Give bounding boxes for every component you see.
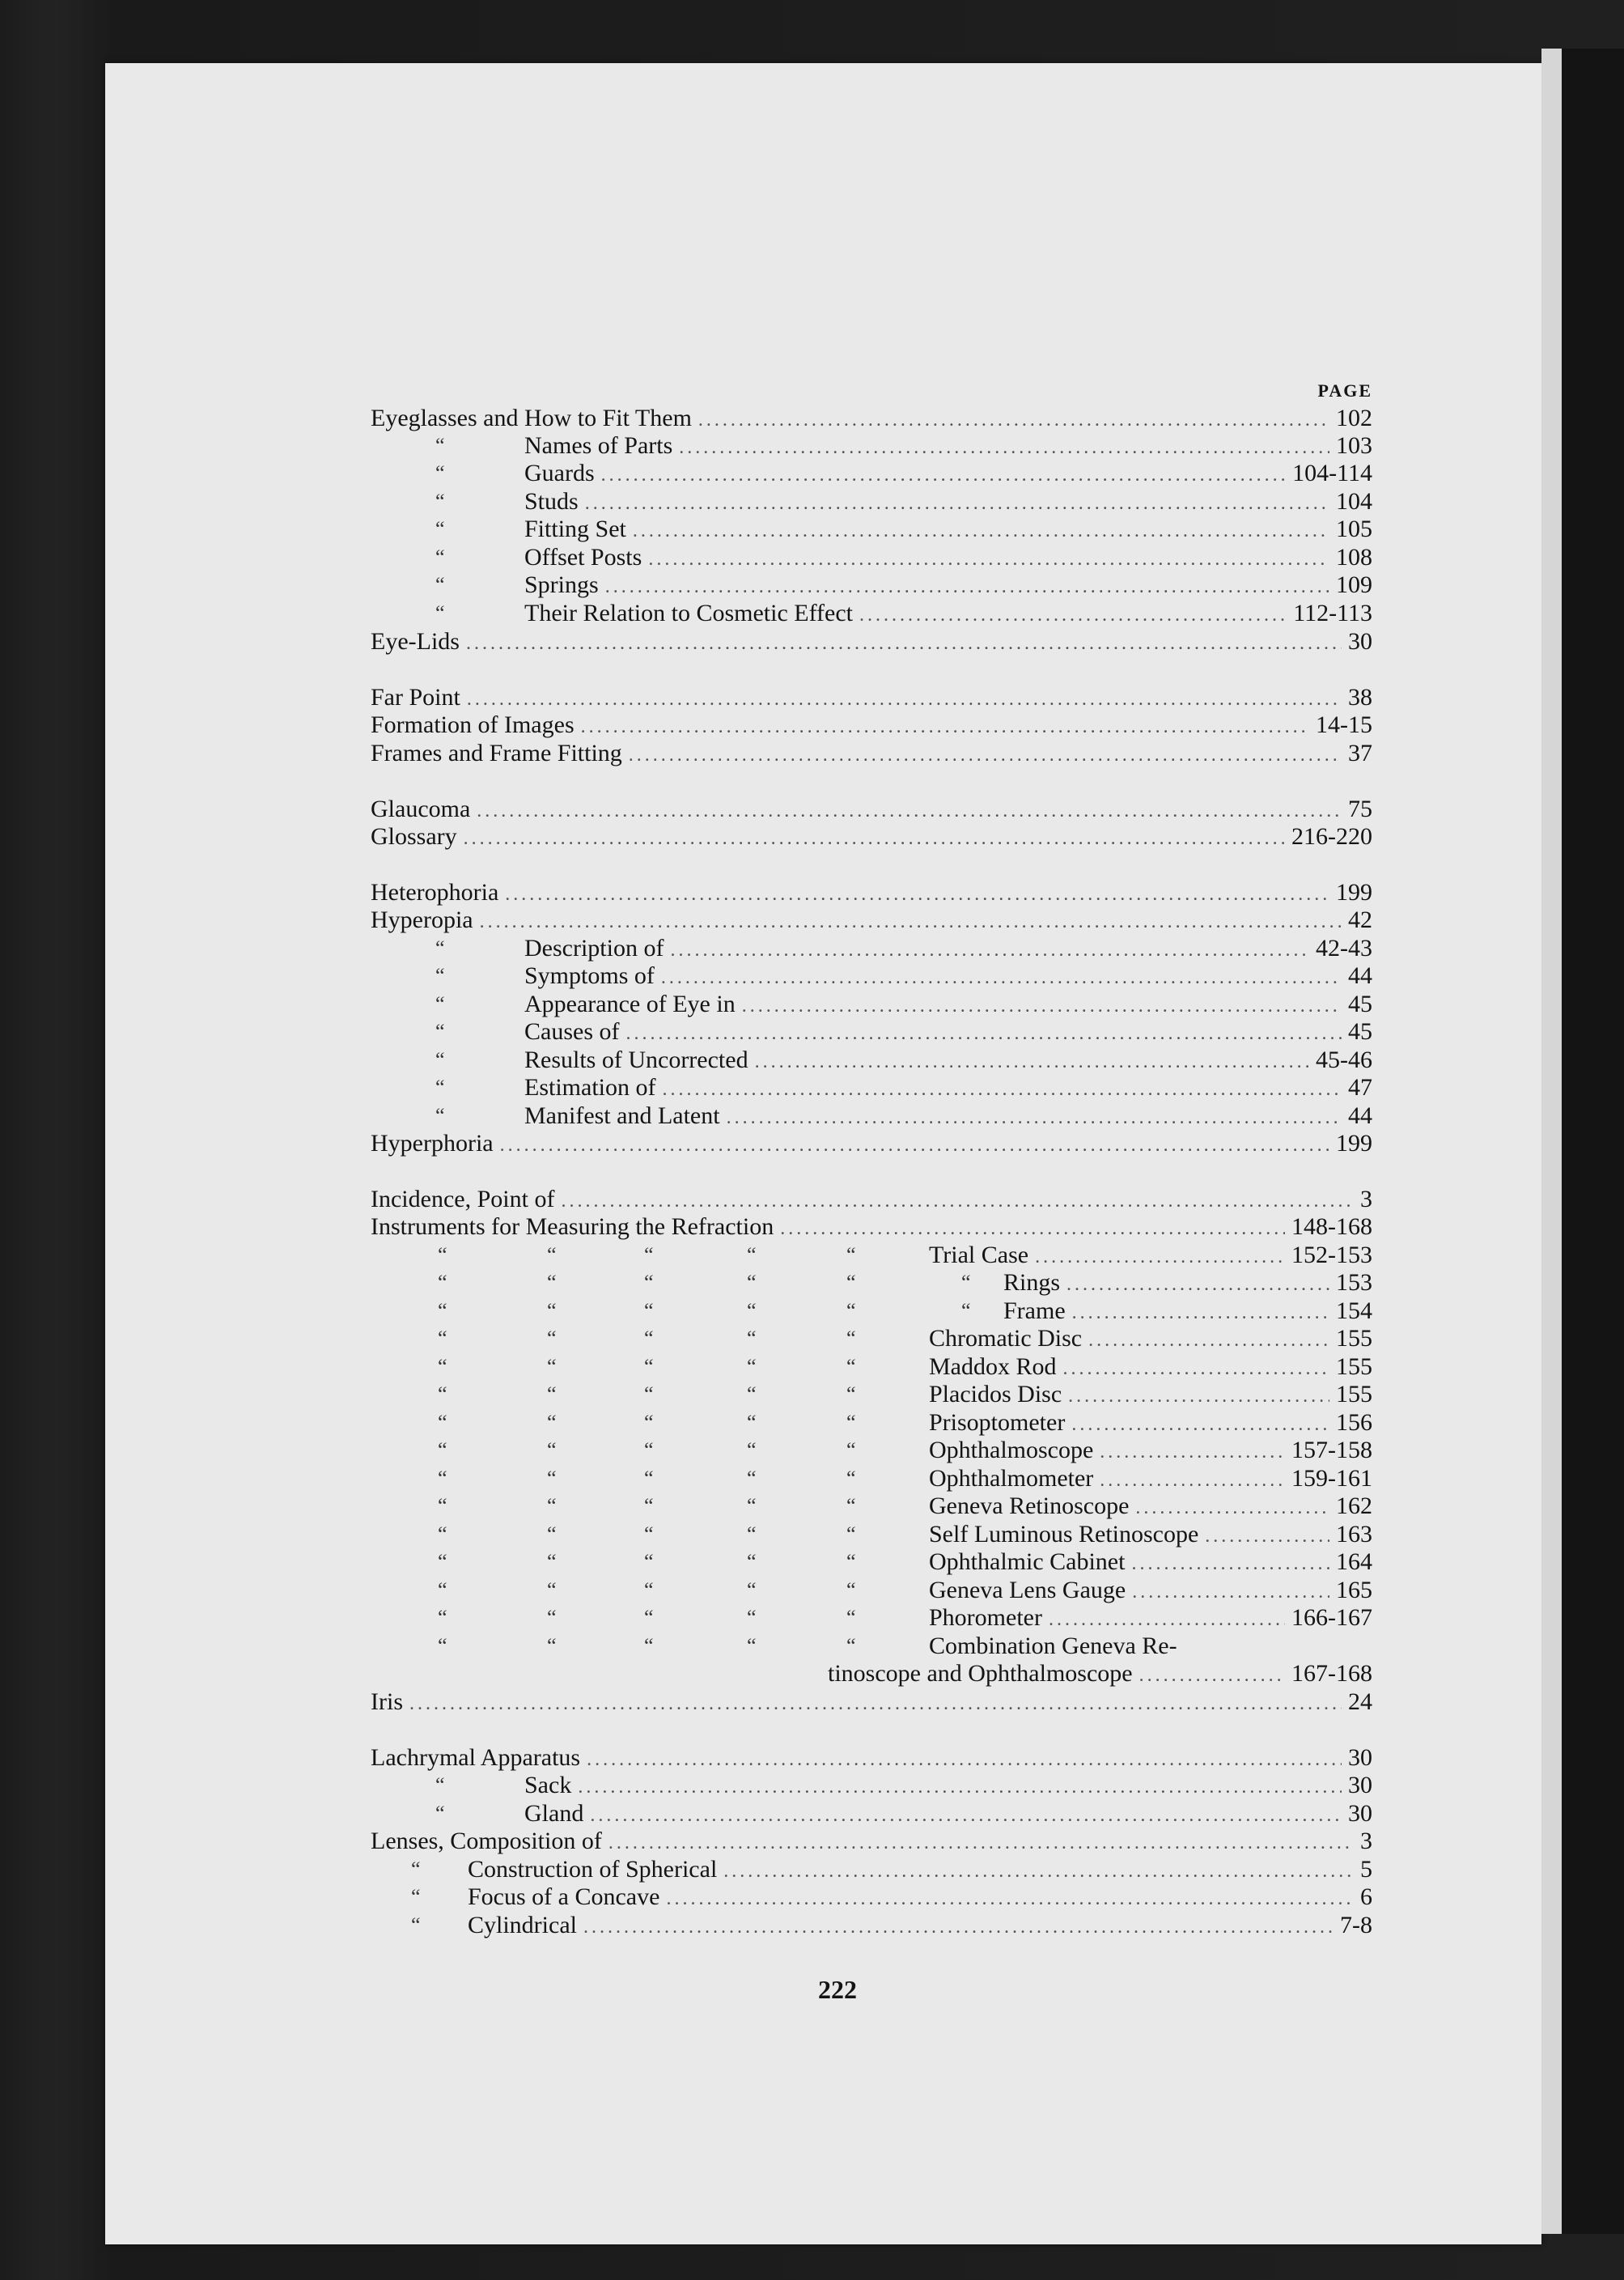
index-entry	[371, 1577, 1372, 1604]
ditto-mark: “	[547, 1327, 557, 1350]
ditto-mark: “	[747, 1467, 757, 1490]
ditto-mark: “	[438, 1299, 447, 1323]
index-entry-label: Maddox Rod	[929, 1353, 1057, 1380]
index-entry-label: Geneva Lens Gauge	[929, 1577, 1126, 1603]
index-entry-page: 164	[1336, 1548, 1372, 1575]
index-entry-label: Symptoms of	[524, 962, 655, 989]
ditto-mark: “	[846, 1606, 856, 1629]
ditto-mark: “	[547, 1522, 557, 1546]
ditto-mark: “	[547, 1438, 557, 1462]
ditto-mark: “	[435, 601, 445, 625]
index-entry	[371, 1772, 1372, 1799]
ditto-mark: “	[846, 1494, 856, 1518]
dot-leader	[466, 630, 1342, 657]
dot-leader	[605, 573, 1329, 601]
dot-leader	[590, 1802, 1342, 1829]
dot-leader	[1072, 1299, 1329, 1327]
index-entry	[371, 1660, 1372, 1688]
index-entry-page: 44	[1348, 962, 1372, 989]
index-entry	[371, 1018, 1372, 1046]
index-entry-label: Fitting Set	[524, 516, 626, 542]
ditto-mark: “	[644, 1355, 654, 1378]
index-entry	[371, 1186, 1372, 1213]
dot-leader	[1049, 1606, 1285, 1633]
ditto-mark: “	[747, 1634, 757, 1658]
index-entry-label: Phorometer	[929, 1604, 1042, 1631]
ditto-mark: “	[644, 1634, 654, 1658]
index-entry-label: Springs	[524, 571, 599, 598]
index-entry-page: 45-46	[1316, 1047, 1372, 1073]
ditto-mark: “	[435, 461, 445, 485]
ditto-mark: “	[438, 1271, 447, 1294]
dot-leader	[698, 406, 1329, 434]
index-entry	[371, 1548, 1372, 1576]
dot-leader	[670, 936, 1309, 964]
index-entry	[371, 1381, 1372, 1408]
index-entry-page: 112-113	[1293, 600, 1372, 626]
index-entry-page: 42-43	[1316, 935, 1372, 962]
dot-leader	[662, 1076, 1342, 1103]
index-entry-page: 155	[1336, 1353, 1372, 1380]
ditto-mark: “	[438, 1467, 447, 1490]
index-entry	[371, 628, 1372, 656]
index-entry	[371, 1688, 1372, 1716]
ditto-mark: “	[547, 1578, 557, 1602]
index-entry-label: Focus of a Concave	[468, 1883, 660, 1910]
ditto-mark: “	[747, 1411, 757, 1434]
ditto-mark: “	[747, 1382, 757, 1406]
ditto-mark: “	[438, 1606, 447, 1629]
index-entry	[371, 432, 1372, 460]
ditto-mark: “	[438, 1382, 447, 1406]
ditto-mark: “	[547, 1606, 557, 1629]
ditto-mark: “	[747, 1578, 757, 1602]
ditto-mark: “	[644, 1606, 654, 1629]
index-entry	[371, 879, 1372, 906]
index-entry-label: Lenses, Composition of	[371, 1828, 602, 1854]
index-entry-page: 156	[1336, 1409, 1372, 1436]
index-entry	[371, 684, 1372, 711]
index-entry-label: Appearance of Eye in	[524, 991, 736, 1017]
index-entry	[371, 935, 1372, 962]
dot-leader	[666, 1885, 1354, 1913]
ditto-mark: “	[846, 1271, 856, 1294]
ditto-mark: “	[846, 1550, 856, 1573]
dot-leader	[1068, 1382, 1329, 1410]
index-entry	[371, 1856, 1372, 1883]
index-entry-page: 30	[1348, 1772, 1372, 1798]
index-entry	[371, 460, 1372, 487]
index-entry	[371, 544, 1372, 571]
dot-leader	[561, 1187, 1354, 1215]
ditto-mark: “	[747, 1438, 757, 1462]
index-entry	[371, 1242, 1372, 1269]
dot-leader	[581, 713, 1309, 741]
dot-leader	[1035, 1243, 1285, 1271]
index-entry-page: 14-15	[1316, 711, 1372, 738]
index-entry	[371, 1883, 1372, 1911]
ditto-mark: “	[644, 1467, 654, 1490]
ditto-mark: “	[435, 964, 445, 987]
page-number: 222	[818, 1975, 857, 2004]
dot-leader	[1100, 1438, 1285, 1466]
ditto-mark: “	[547, 1382, 557, 1406]
index-entry-label: Glaucoma	[371, 796, 471, 822]
scan-border	[1562, 49, 1624, 2234]
index-entry-label: Glossary	[371, 823, 457, 850]
index-entry-page: 30	[1348, 1800, 1372, 1827]
index-entry-label: Instruments for Measuring the Refraction	[371, 1213, 774, 1240]
index-entry-page: 30	[1348, 628, 1372, 655]
dot-leader	[742, 992, 1342, 1020]
index-entry-label: Frame	[1003, 1297, 1066, 1324]
ditto-mark: “	[547, 1271, 557, 1294]
index-entry-page: 38	[1348, 684, 1372, 711]
index-entry	[371, 1744, 1372, 1772]
dot-leader	[500, 1132, 1329, 1159]
index-entry-page: 103	[1336, 432, 1372, 459]
ditto-mark: “	[435, 490, 445, 513]
ditto-mark: “	[644, 1411, 654, 1434]
dot-leader	[585, 490, 1329, 517]
index-entry-label: Estimation of	[524, 1074, 656, 1101]
index-entry-page: 199	[1336, 879, 1372, 906]
index-entry-page: 44	[1348, 1102, 1372, 1129]
ditto-mark: “	[747, 1550, 757, 1573]
index-entry-page: 108	[1336, 544, 1372, 571]
ditto-mark: “	[547, 1411, 557, 1434]
dot-leader	[723, 1858, 1354, 1885]
index-entry-page: 7-8	[1340, 1912, 1372, 1938]
ditto-mark: “	[747, 1355, 757, 1378]
dot-leader	[608, 1829, 1354, 1857]
index-entry	[371, 1102, 1372, 1130]
index-entry-label: Far Point	[371, 684, 460, 711]
ditto-mark: “	[547, 1467, 557, 1490]
index-entry-label: Formation of Images	[371, 711, 575, 738]
dot-leader	[1066, 1271, 1329, 1298]
ditto-mark: “	[547, 1634, 557, 1658]
ditto-mark: “	[435, 517, 445, 541]
ditto-mark: “	[547, 1299, 557, 1323]
ditto-mark: “	[846, 1578, 856, 1602]
ditto-mark: “	[644, 1438, 654, 1462]
index-entry-page: 159-161	[1291, 1465, 1372, 1492]
index-entry-label: Frames and Frame Fitting	[371, 740, 622, 766]
dot-leader	[1088, 1327, 1329, 1354]
ditto-mark: “	[435, 546, 445, 569]
index-entry-label: Eyeglasses and How to Fit Them	[371, 405, 692, 431]
dot-leader	[1131, 1550, 1329, 1577]
ditto-mark: “	[747, 1327, 757, 1350]
index-entry-label: Incidence, Point of	[371, 1186, 555, 1212]
index-entry-label: Ophthalmic Cabinet	[929, 1548, 1126, 1575]
ditto-mark: “	[644, 1578, 654, 1602]
index-entry-label: Ophthalmoscope	[929, 1437, 1094, 1463]
index-entry-page: 163	[1336, 1521, 1372, 1548]
dot-leader	[1063, 1355, 1330, 1382]
adjacent-page-edge	[1541, 49, 1562, 2234]
ditto-mark: “	[435, 1773, 445, 1797]
dot-leader	[648, 546, 1329, 573]
ditto-mark: “	[846, 1243, 856, 1267]
index-entry	[371, 711, 1372, 739]
index-entry-label: Studs	[524, 488, 579, 515]
ditto-mark: “	[435, 936, 445, 960]
index-entry-label: Cylindrical	[468, 1912, 577, 1938]
index-entry	[371, 823, 1372, 851]
ditto-mark: “	[438, 1550, 447, 1573]
dot-leader	[1205, 1522, 1329, 1550]
dot-leader	[467, 686, 1342, 713]
ditto-mark: “	[644, 1327, 654, 1350]
index-entry-label: Names of Parts	[524, 432, 673, 459]
index-entry-label: Gland	[524, 1800, 584, 1827]
index-entry-page: 45	[1348, 991, 1372, 1017]
index-entry	[371, 991, 1372, 1018]
dot-leader	[409, 1690, 1342, 1717]
dot-leader	[1139, 1662, 1285, 1689]
ditto-mark: “	[846, 1634, 856, 1658]
ditto-mark: “	[411, 1858, 421, 1881]
dot-leader	[625, 1020, 1342, 1047]
index-entry	[371, 516, 1372, 543]
dot-leader	[578, 1773, 1342, 1801]
index-entry	[371, 1269, 1372, 1297]
dot-leader	[755, 1048, 1309, 1076]
index-entry-page: 154	[1336, 1297, 1372, 1324]
page-column-heading: PAGE	[1317, 380, 1372, 401]
index-entry-page: 148-168	[1291, 1213, 1372, 1240]
index-entry-page: 155	[1336, 1381, 1372, 1407]
index-entry-label: Geneva Retinoscope	[929, 1492, 1130, 1519]
index-entry	[371, 1465, 1372, 1492]
ditto-mark: “	[644, 1243, 654, 1267]
dot-leader	[1071, 1411, 1329, 1438]
index-entry-label: Results of Uncorrected	[524, 1047, 748, 1073]
index-entry-page: 30	[1348, 1744, 1372, 1771]
index-entry-page: 3	[1360, 1186, 1372, 1212]
ditto-mark: “	[846, 1299, 856, 1323]
index-entry	[371, 488, 1372, 516]
ditto-mark: “	[961, 1271, 971, 1294]
dot-leader	[780, 1215, 1285, 1242]
ditto-mark: “	[547, 1550, 557, 1573]
dot-leader	[505, 881, 1329, 908]
ditto-mark: “	[438, 1578, 447, 1602]
index-entry-label: Self Luminous Retinoscope	[929, 1521, 1199, 1548]
index-entry-page: 153	[1336, 1269, 1372, 1296]
dot-leader	[661, 964, 1342, 991]
ditto-mark: “	[411, 1913, 421, 1937]
index-entry	[371, 1297, 1372, 1325]
index-entry-page: 104	[1336, 488, 1372, 515]
dot-leader	[629, 741, 1342, 769]
index-entry-label: Rings	[1003, 1269, 1061, 1296]
dot-leader	[679, 434, 1329, 461]
index-entry-page: 105	[1336, 516, 1372, 542]
ditto-mark: “	[644, 1522, 654, 1546]
index-entry	[371, 405, 1372, 432]
index-entry-page: 5	[1360, 1856, 1372, 1883]
dot-leader	[583, 1913, 1334, 1941]
index-entry-label: Hyperphoria	[371, 1130, 494, 1157]
ditto-mark: “	[547, 1494, 557, 1518]
index-entry	[371, 962, 1372, 990]
dot-leader	[1100, 1467, 1285, 1494]
index-entry	[371, 1912, 1372, 1939]
index-entry-label: Guards	[524, 460, 595, 486]
dot-leader	[1132, 1578, 1329, 1606]
index-entry-label: Offset Posts	[524, 544, 642, 571]
ditto-mark: “	[846, 1355, 856, 1378]
ditto-mark: “	[435, 1802, 445, 1825]
index-entry-label: Chromatic Disc	[929, 1325, 1083, 1352]
ditto-mark: “	[547, 1243, 557, 1267]
index-entry-label: Prisoptometer	[929, 1409, 1066, 1436]
index-entry-page: 152-153	[1291, 1242, 1372, 1268]
index-entry-page: 157-158	[1291, 1437, 1372, 1463]
ditto-mark: “	[438, 1243, 447, 1267]
index-entry	[371, 906, 1372, 934]
ditto-mark: “	[438, 1327, 447, 1350]
dot-leader	[587, 1746, 1342, 1773]
ditto-mark: “	[435, 1048, 445, 1072]
index-entry-page: 37	[1348, 740, 1372, 766]
index-entry-page: 216-220	[1291, 823, 1372, 850]
index-entry-label: Causes of	[524, 1018, 620, 1045]
dot-leader	[1135, 1494, 1329, 1522]
dot-leader	[464, 825, 1285, 852]
index-entry	[371, 1437, 1372, 1464]
index-entry-page: 155	[1336, 1325, 1372, 1352]
index-entry-label: Combination Geneva Re-	[929, 1633, 1177, 1659]
ditto-mark: “	[961, 1299, 971, 1323]
index-entry	[371, 1325, 1372, 1352]
ditto-mark: “	[435, 573, 445, 597]
ditto-mark: “	[438, 1494, 447, 1518]
index-entry-label: Construction of Spherical	[468, 1856, 718, 1883]
index-entry-label: Description of	[524, 935, 664, 962]
index-entry-label: Iris	[371, 1688, 403, 1715]
ditto-mark: “	[644, 1382, 654, 1406]
ditto-mark: “	[747, 1606, 757, 1629]
ditto-mark: “	[438, 1411, 447, 1434]
index-entry	[371, 740, 1372, 767]
index-entry-page: 75	[1348, 796, 1372, 822]
ditto-mark: “	[435, 992, 445, 1016]
index-entry-page: 6	[1360, 1883, 1372, 1910]
ditto-mark: “	[435, 1076, 445, 1099]
index-entry-label: Manifest and Latent	[524, 1102, 720, 1129]
index-entry-label: Ophthalmometer	[929, 1465, 1094, 1492]
ditto-mark: “	[747, 1522, 757, 1546]
index-entry	[371, 1047, 1372, 1074]
index-entry-page: 109	[1336, 571, 1372, 598]
ditto-mark: “	[438, 1634, 447, 1658]
index-entry-page: 162	[1336, 1492, 1372, 1519]
index-entry-page: 24	[1348, 1688, 1372, 1715]
ditto-mark: “	[846, 1467, 856, 1490]
index-entry-page: 104-114	[1292, 460, 1372, 486]
ditto-mark: “	[411, 1885, 421, 1908]
ditto-mark: “	[438, 1438, 447, 1462]
ditto-mark: “	[644, 1271, 654, 1294]
ditto-mark: “	[846, 1382, 856, 1406]
ditto-mark: “	[435, 1020, 445, 1043]
index-entry-page: 199	[1336, 1130, 1372, 1157]
index-entry-page: 166-167	[1291, 1604, 1372, 1631]
index-entry-label: Heterophoria	[371, 879, 499, 906]
dot-leader	[480, 908, 1342, 936]
ditto-mark: “	[846, 1411, 856, 1434]
ditto-mark: “	[435, 1104, 445, 1127]
ditto-mark: “	[644, 1299, 654, 1323]
index-entry	[371, 1213, 1372, 1241]
ditto-mark: “	[846, 1522, 856, 1546]
index-entry-page: 47	[1348, 1074, 1372, 1101]
dot-leader	[859, 601, 1287, 629]
index-entry-page: 165	[1336, 1577, 1372, 1603]
index-entry-label: Placidos Disc	[929, 1381, 1062, 1407]
index-entry	[371, 1074, 1372, 1102]
dot-leader	[477, 797, 1342, 825]
ditto-mark: “	[747, 1494, 757, 1518]
dot-leader	[601, 461, 1286, 489]
index-entry	[371, 1633, 1372, 1660]
index-entry-page: 102	[1336, 405, 1372, 431]
index-entry-label: Eye-Lids	[371, 628, 460, 655]
ditto-mark: “	[747, 1299, 757, 1323]
index-entry-page: 42	[1348, 906, 1372, 933]
index-entry	[371, 1828, 1372, 1855]
index-entry	[371, 1353, 1372, 1381]
ditto-mark: “	[644, 1550, 654, 1573]
index-entry-page: 167-168	[1291, 1660, 1372, 1687]
index-entry-label: Their Relation to Cosmetic Effect	[524, 600, 853, 626]
ditto-mark: “	[644, 1494, 654, 1518]
ditto-mark: “	[547, 1355, 557, 1378]
index-entry-label: tinoscope and Ophthalmoscope	[828, 1660, 1133, 1687]
index-entry	[371, 1409, 1372, 1437]
index-entry-label: Sack	[524, 1772, 572, 1798]
ditto-mark: “	[747, 1243, 757, 1267]
dot-leader	[727, 1104, 1342, 1132]
index-entry	[371, 1130, 1372, 1157]
index-entry-label: Lachrymal Apparatus	[371, 1744, 581, 1771]
ditto-mark: “	[846, 1327, 856, 1350]
index-entry	[371, 571, 1372, 599]
index-entry-label: Hyperopia	[371, 906, 473, 933]
index-entry	[371, 600, 1372, 627]
ditto-mark: “	[438, 1355, 447, 1378]
index-entry-label: Trial Case	[929, 1242, 1029, 1268]
ditto-mark: “	[438, 1522, 447, 1546]
index-entry	[371, 796, 1372, 823]
index-entry-page: 45	[1348, 1018, 1372, 1045]
index-entry	[371, 1800, 1372, 1828]
ditto-mark: “	[846, 1438, 856, 1462]
index-entry	[371, 1492, 1372, 1520]
ditto-mark: “	[435, 434, 445, 457]
ditto-mark: “	[747, 1271, 757, 1294]
index-entry	[371, 1604, 1372, 1632]
index-entry-page: 3	[1360, 1828, 1372, 1854]
dot-leader	[633, 517, 1329, 545]
index-entry	[371, 1521, 1372, 1548]
